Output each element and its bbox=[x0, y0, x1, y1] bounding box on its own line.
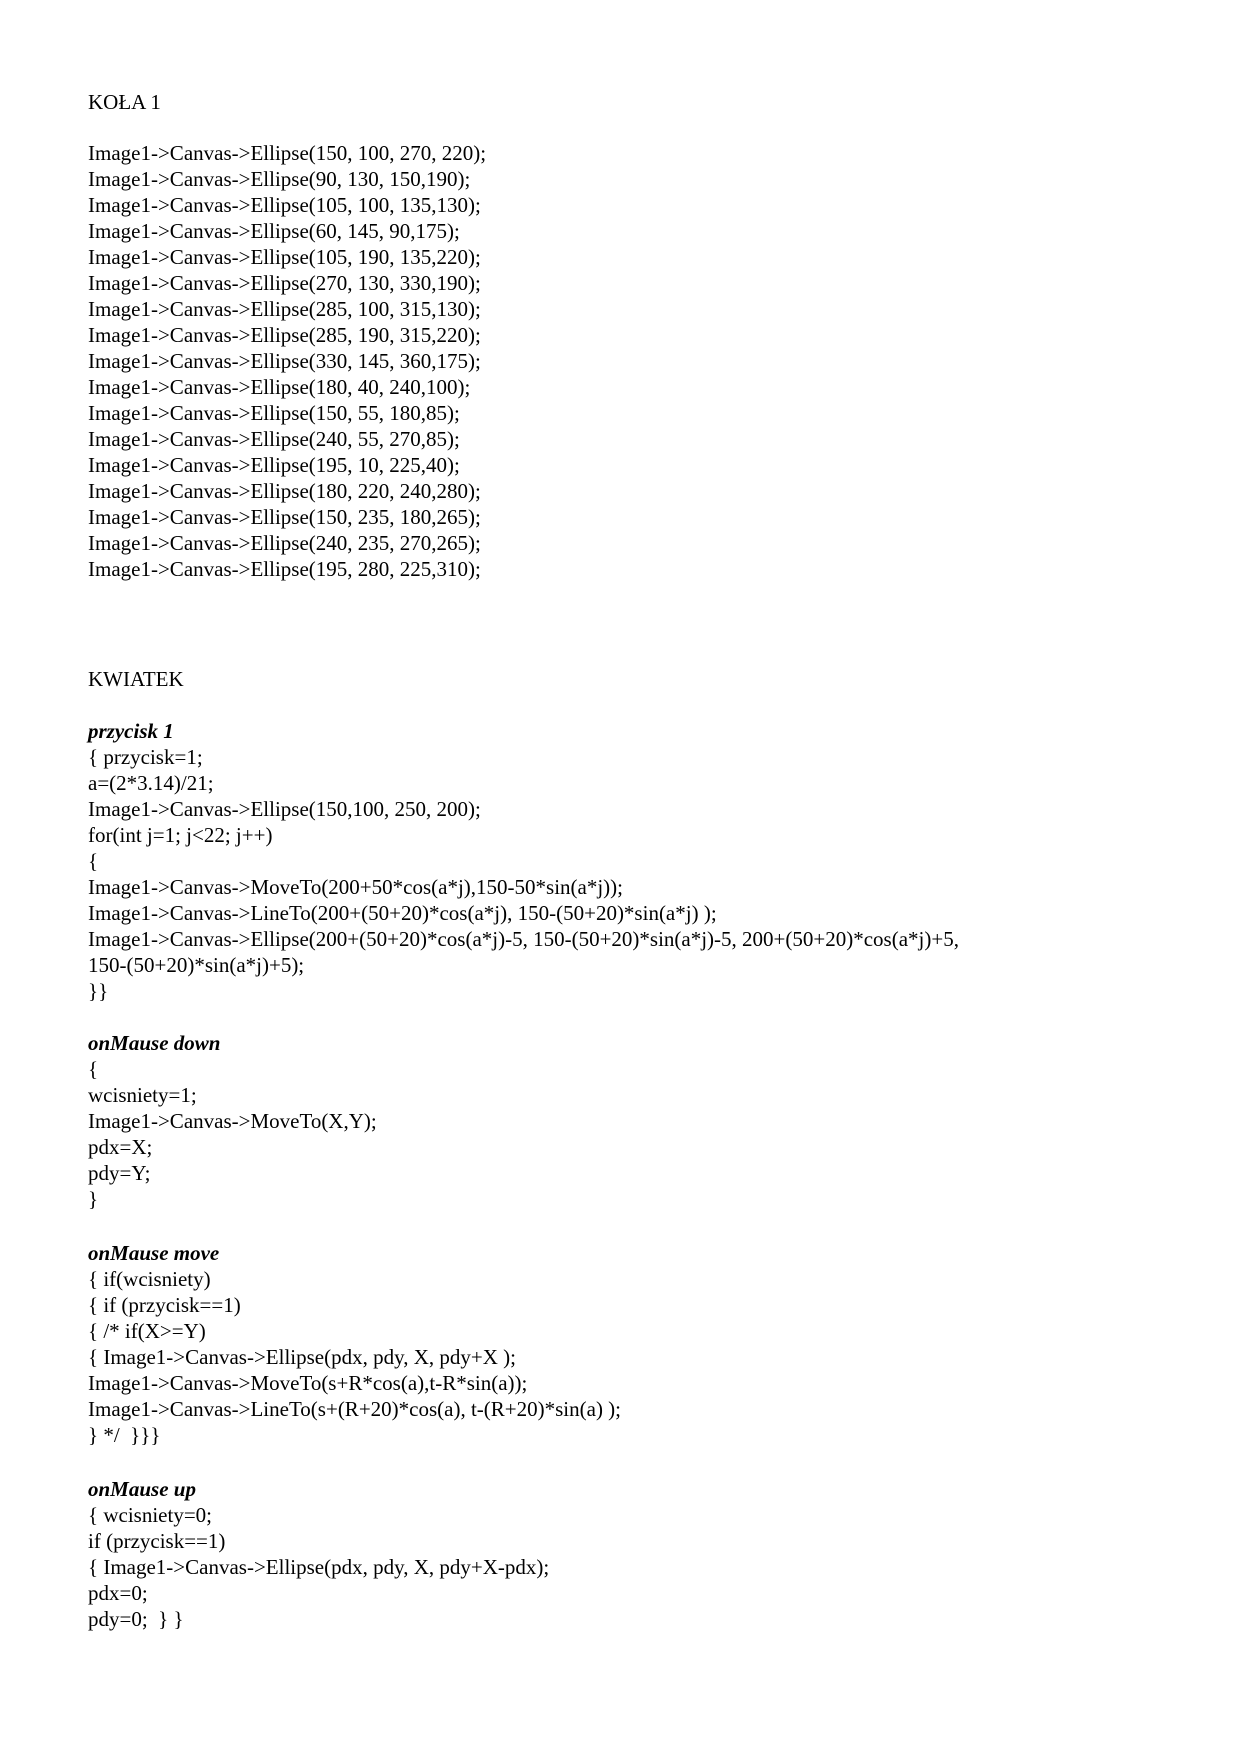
code-line: Image1->Canvas->Ellipse(285, 190, 315,220); bbox=[88, 323, 481, 347]
code-line: pdx=X; bbox=[88, 1135, 153, 1159]
code-line: pdy=0; } } bbox=[88, 1607, 184, 1631]
subsection-title-mouse-up: onMause up bbox=[88, 1477, 196, 1501]
code-line: } */ }}} bbox=[88, 1423, 161, 1447]
code-line: { Image1->Canvas->Ellipse(pdx, pdy, X, pdy+X ); bbox=[88, 1345, 516, 1369]
code-line: Image1->Canvas->Ellipse(90, 130, 150,190); bbox=[88, 167, 471, 191]
section-title-kwiatek: KWIATEK bbox=[88, 667, 184, 691]
code-line: Image1->Canvas->Ellipse(150,100, 250, 200); bbox=[88, 797, 481, 821]
code-line: }} bbox=[88, 979, 109, 1003]
code-line: { Image1->Canvas->Ellipse(pdx, pdy, X, pdy+X-pdx); bbox=[88, 1555, 550, 1579]
code-line: Image1->Canvas->Ellipse(240, 55, 270,85); bbox=[88, 427, 460, 451]
subsection-title-mouse-down: onMause down bbox=[88, 1031, 221, 1055]
code-line: Image1->Canvas->Ellipse(150, 55, 180,85); bbox=[88, 401, 460, 425]
code-line: Image1->Canvas->Ellipse(330, 145, 360,175); bbox=[88, 349, 481, 373]
code-line: Image1->Canvas->Ellipse(105, 190, 135,220); bbox=[88, 245, 481, 269]
code-line: Image1->Canvas->Ellipse(150, 100, 270, 220); bbox=[88, 141, 487, 165]
code-line: Image1->Canvas->Ellipse(270, 130, 330,190); bbox=[88, 271, 481, 295]
code-line: Image1->Canvas->Ellipse(180, 220, 240,280); bbox=[88, 479, 481, 503]
code-line: Image1->Canvas->LineTo(s+(R+20)*cos(a), t-(R+20)*sin(a) ); bbox=[88, 1397, 622, 1421]
code-line: { przycisk=1; bbox=[88, 745, 203, 769]
code-line: { wcisniety=0; bbox=[88, 1503, 212, 1527]
code-line: Image1->Canvas->Ellipse(200+(50+20)*cos(a*j)-5, 150-(50+20)*sin(a*j)-5, 200+(50+20)*cos(a*j)+5, bbox=[88, 927, 959, 951]
code-line: pdx=0; bbox=[88, 1581, 148, 1605]
section-title-kola: KOŁA 1 bbox=[88, 90, 161, 114]
code-line: { /* if(X>=Y) bbox=[88, 1319, 206, 1343]
code-line: for(int j=1; j<22; j++) bbox=[88, 823, 273, 847]
code-line: Image1->Canvas->Ellipse(105, 100, 135,130); bbox=[88, 193, 481, 217]
code-line: Image1->Canvas->MoveTo(s+R*cos(a),t-R*sin(a)); bbox=[88, 1371, 528, 1395]
code-line: wcisniety=1; bbox=[88, 1083, 197, 1107]
code-line: { if(wcisniety) bbox=[88, 1267, 211, 1291]
code-line: Image1->Canvas->Ellipse(195, 10, 225,40); bbox=[88, 453, 460, 477]
code-line: a=(2*3.14)/21; bbox=[88, 771, 214, 795]
code-line: Image1->Canvas->Ellipse(195, 280, 225,310); bbox=[88, 557, 481, 581]
code-line: Image1->Canvas->LineTo(200+(50+20)*cos(a*j), 150-(50+20)*sin(a*j) ); bbox=[88, 901, 717, 925]
code-line: { bbox=[88, 1057, 99, 1081]
code-line: Image1->Canvas->Ellipse(240, 235, 270,265); bbox=[88, 531, 481, 555]
code-line: pdy=Y; bbox=[88, 1161, 151, 1185]
code-line: if (przycisk==1) bbox=[88, 1529, 226, 1553]
code-line: Image1->Canvas->Ellipse(285, 100, 315,130); bbox=[88, 297, 481, 321]
code-line: Image1->Canvas->Ellipse(60, 145, 90,175); bbox=[88, 219, 460, 243]
code-line: Image1->Canvas->MoveTo(X,Y); bbox=[88, 1109, 377, 1133]
code-line: Image1->Canvas->MoveTo(200+50*cos(a*j),150-50*sin(a*j)); bbox=[88, 875, 624, 899]
code-line: Image1->Canvas->Ellipse(180, 40, 240,100); bbox=[88, 375, 471, 399]
code-line: Image1->Canvas->Ellipse(150, 235, 180,265); bbox=[88, 505, 481, 529]
code-line: { bbox=[88, 849, 99, 873]
code-line: { if (przycisk==1) bbox=[88, 1293, 241, 1317]
code-line: 150-(50+20)*sin(a*j)+5); bbox=[88, 953, 305, 977]
subsection-title-przycisk: przycisk 1 bbox=[88, 719, 174, 743]
code-line: } bbox=[88, 1187, 99, 1211]
subsection-title-mouse-move: onMause move bbox=[88, 1241, 220, 1265]
